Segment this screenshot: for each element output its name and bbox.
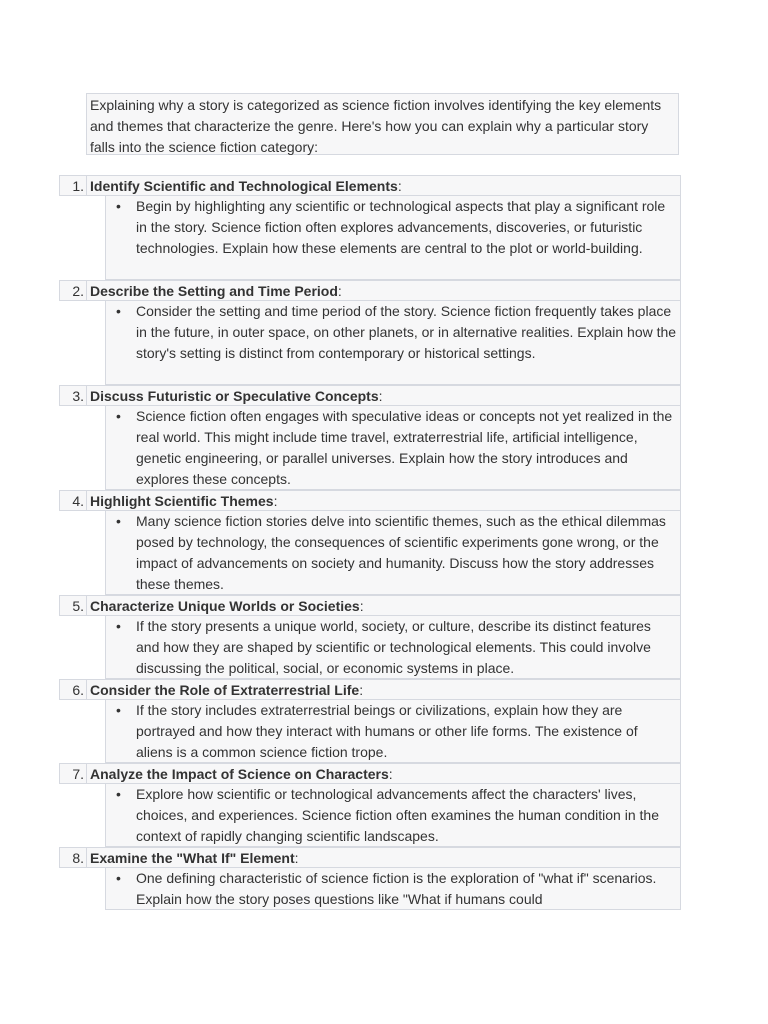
item-text: Science fiction often engages with speculative ideas or concepts not yet realized in the real world. This might include time travel, extraterrestrial life, artificial intelligence, genetic engineering, or parallel universes. Explain how the story introduces and explores these concepts. [136, 408, 673, 487]
list-item-bullet [105, 511, 681, 595]
item-title: Consider the Role of Extraterrestrial Life [90, 682, 360, 698]
item-text: If the story includes extraterrestrial beings or civilizations, explain how they are portrayed and how they interact with humans or other life forms. The existence of aliens is a common science fiction trope. [136, 702, 638, 760]
item-number: 1. [60, 176, 87, 195]
list-item-bullet [105, 784, 681, 847]
item-text: If the story presents a unique world, society, or culture, describe its distinct features and how they are shaped by scientific or technological elements. This could involve discussing the political, social, or economic systems in place. [136, 618, 651, 676]
item-title: Analyze the Impact of Science on Characters [90, 766, 389, 782]
item-title: Characterize Unique Worlds or Societies [90, 598, 360, 614]
list-item-heading: 2. Describe the Setting and Time Period: [59, 280, 681, 301]
item-number: 5. [60, 596, 87, 615]
list-item-bullet [105, 301, 681, 385]
item-number: 7. [60, 764, 87, 783]
bullet-icon: • [116, 198, 121, 214]
list-item-heading: 6. Consider the Role of Extraterrestrial Life: [59, 679, 681, 700]
list-item-heading: 5. Characterize Unique Worlds or Societies: [59, 595, 681, 616]
item-title: Examine the "What If" Element [90, 850, 295, 866]
list-item-heading: 7. Analyze the Impact of Science on Characters: [59, 763, 681, 784]
item-text: Explore how scientific or technological advancements affect the characters' lives, choices, and experiences. Science fiction often examines the human condition in the context of rapidly changing scientific landscapes. [136, 786, 659, 844]
item-title: Discuss Futuristic or Speculative Concepts [90, 388, 379, 404]
bullet-icon: • [116, 303, 121, 319]
item-number: 2. [60, 281, 87, 300]
item-title: Highlight Scientific Themes [90, 493, 274, 509]
list-item-bullet [105, 616, 681, 679]
item-number: 3. [60, 386, 87, 405]
steps-list [59, 175, 681, 910]
bullet-icon: • [116, 513, 121, 529]
list-item-bullet [105, 406, 681, 490]
item-text: One defining characteristic of science fiction is the exploration of "what if" scenarios. Explain how the story poses questions like "What if humans could [136, 870, 657, 907]
list-item-bullet [105, 700, 681, 763]
item-text: Begin by highlighting any scientific or technological aspects that play a significant role in the story. Science fiction often explores advancements, discoveries, or futuristic technologies. Explain how these elements are central to the plot or world-building. [136, 198, 666, 256]
bullet-icon: • [116, 618, 121, 634]
bullet-icon: • [116, 786, 121, 802]
list-item-bullet [105, 196, 681, 280]
bullet-icon: • [116, 870, 121, 886]
item-number: 8. [60, 848, 87, 867]
item-number: 6. [60, 680, 87, 699]
intro-paragraph: Explaining why a story is categorized as science fiction involves identifying the key elements and themes that characterize the genre. Here's how you can explain why a particular story falls into the science fiction category: [86, 93, 679, 155]
item-number: 4. [60, 491, 87, 510]
item-title: Describe the Setting and Time Period [90, 283, 338, 299]
list-item-heading: 1. Identify Scientific and Technological Elements: [59, 175, 681, 196]
list-item-heading: 8. Examine the "What If" Element: [59, 847, 681, 868]
list-item-heading: 3. Discuss Futuristic or Speculative Concepts: [59, 385, 681, 406]
list-item-bullet [105, 868, 681, 910]
bullet-icon: • [116, 408, 121, 424]
item-title: Identify Scientific and Technological Elements [90, 178, 398, 194]
item-text: Many science fiction stories delve into scientific themes, such as the ethical dilemmas posed by technology, the consequences of scientific experiments gone wrong, or the impact of advancements on society and humanity. Discuss how the story addresses these themes. [136, 513, 666, 592]
bullet-icon: • [116, 702, 121, 718]
list-item-heading: 4. Highlight Scientific Themes: [59, 490, 681, 511]
item-text: Consider the setting and time period of the story. Science fiction frequently takes place in the future, in outer space, on other planets, or in alternative realities. Explain how the story's setting is distinct from contemporary or historical settings. [136, 303, 677, 361]
